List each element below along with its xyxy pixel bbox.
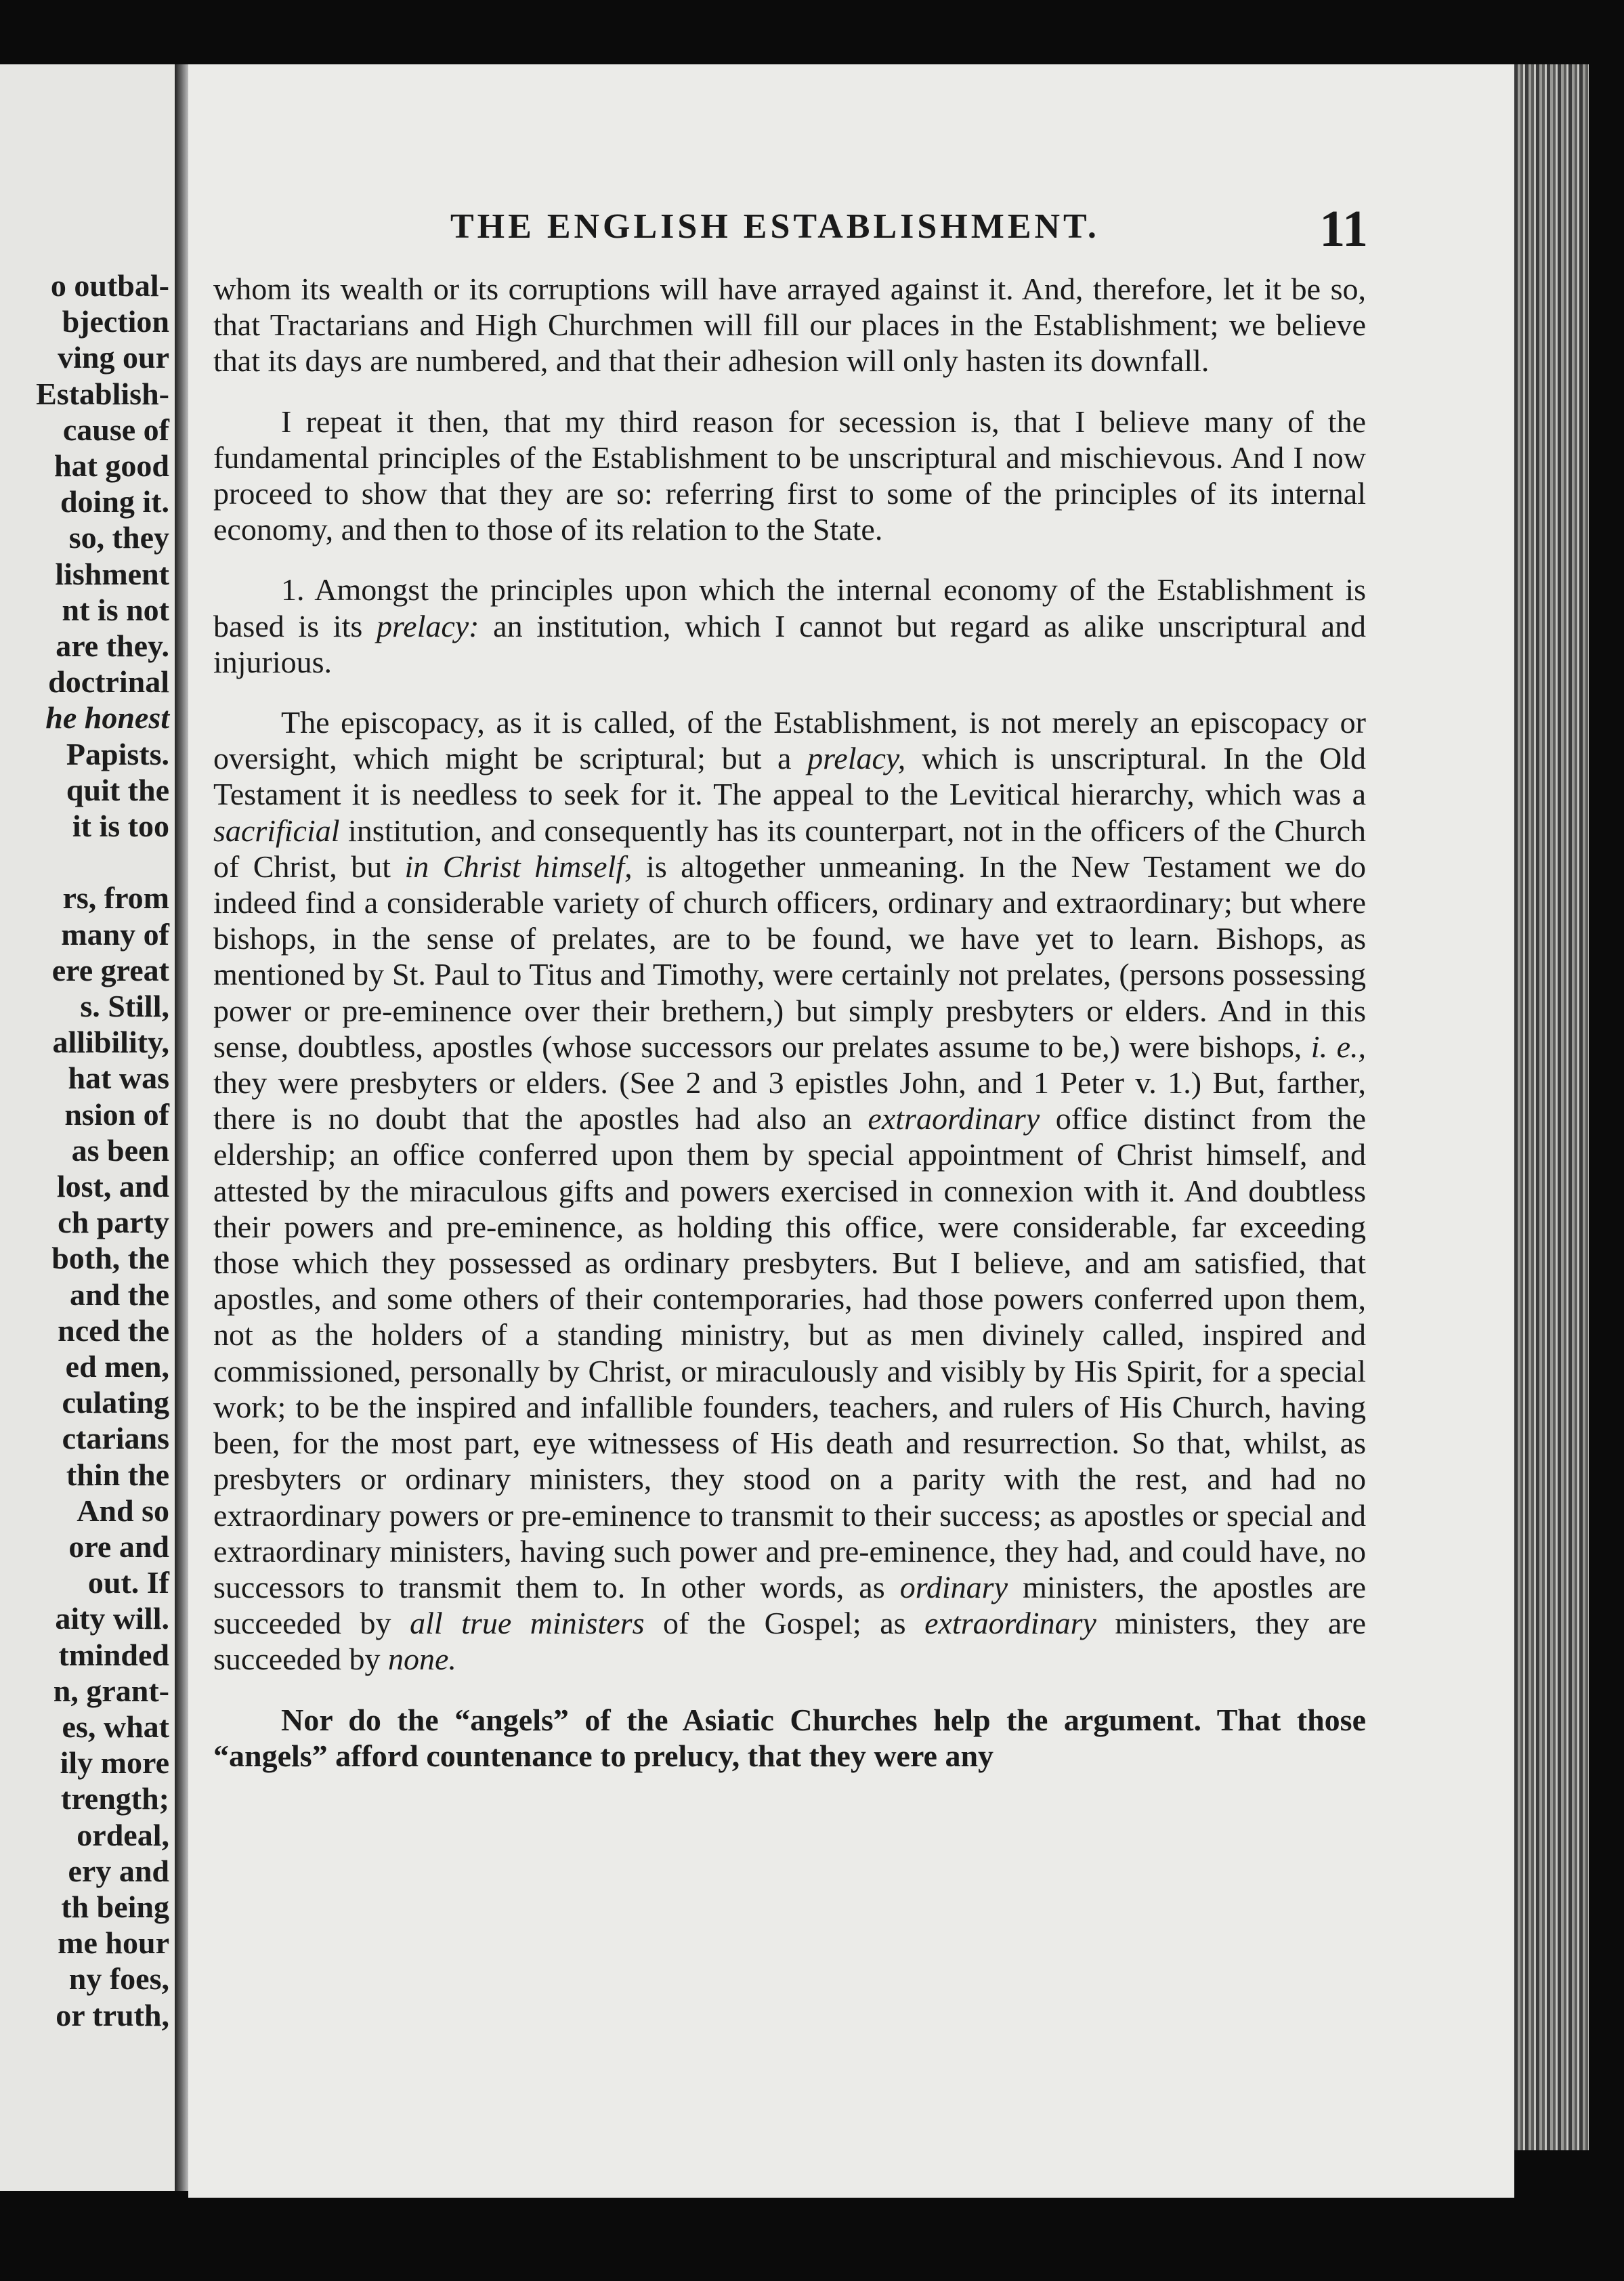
left-page-line: trength; bbox=[60, 1781, 169, 1816]
left-page-line: nsion of bbox=[64, 1096, 169, 1132]
page-edges bbox=[1514, 64, 1589, 2150]
paragraph bbox=[213, 404, 1366, 548]
left-page-line: s. Still, bbox=[80, 989, 169, 1023]
left-page-line: Establish- bbox=[36, 376, 169, 411]
italic-text: extraordinary bbox=[924, 1606, 1096, 1641]
italic-text: extraordinary bbox=[868, 1101, 1040, 1136]
left-page-line: it is too bbox=[72, 809, 169, 843]
paragraph bbox=[213, 572, 1366, 680]
left-page-line: ore and bbox=[68, 1529, 169, 1564]
text-run: whom its wealth or its corruptions will have arrayed against it. And, therefore, let it be so, that Tractarians and High Churchmen will fill our places in the Establishment; we believe that its days are numbered, and that their adhesion will only hasten its downfall. bbox=[213, 272, 1366, 379]
left-page-line: o outbal- bbox=[50, 268, 169, 303]
left-page-line: cause of bbox=[62, 412, 169, 447]
left-page-line: allibility, bbox=[52, 1025, 169, 1060]
page-header bbox=[247, 200, 1368, 261]
left-page-line: ch party bbox=[58, 1205, 169, 1240]
left-page-line: thin the bbox=[66, 1457, 169, 1492]
text-run: The episcopacy, as it is called, of the Establishment, is not merely an episcopacy or oversight, which might be scriptural; but a bbox=[213, 705, 1366, 776]
left-page-line: ving our bbox=[58, 340, 169, 375]
italic-text: prelacy, bbox=[807, 741, 906, 776]
left-page-line: ily more bbox=[60, 1745, 169, 1781]
italic-text: prelacy: bbox=[376, 608, 479, 643]
left-page-line: ed men, bbox=[65, 1349, 169, 1384]
left-page-line: and the bbox=[70, 1277, 169, 1312]
left-page-line: are they. bbox=[56, 628, 169, 663]
left-page-line: doing it. bbox=[60, 484, 169, 519]
left-page-line: ordeal, bbox=[77, 1817, 169, 1852]
left-page-line: aity will. bbox=[55, 1601, 169, 1636]
left-page-line: bjection bbox=[62, 304, 169, 339]
left-page-line: lost, and bbox=[56, 1169, 169, 1203]
paragraph bbox=[213, 271, 1366, 379]
left-page-line: quit the bbox=[66, 772, 169, 807]
left-page-line: both, the bbox=[51, 1241, 169, 1276]
italic-text: i. e., bbox=[1310, 1029, 1366, 1064]
italic-text: sacrificial bbox=[213, 813, 340, 848]
text-run: an institution, which I cannot but regard as alike unscriptural and injurious. bbox=[213, 608, 1366, 679]
text-run: which is unscriptural. In the Old Testament it is needless to seek for it. The appeal to the Levitical hierarchy, which was a bbox=[213, 741, 1367, 812]
left-page-line: as been bbox=[71, 1132, 169, 1168]
left-page-line: culating bbox=[62, 1385, 169, 1420]
left-page-line: ctarians bbox=[62, 1421, 169, 1456]
left-page-line: rs, from bbox=[62, 880, 169, 916]
text-run: institution, and consequently has its counterpart, not in the officers of the Church of Christ, but bbox=[213, 813, 1366, 884]
running-head: THE ENGLISH ESTABLISHMENT. bbox=[450, 207, 1100, 246]
paragraph bbox=[213, 1702, 1366, 1774]
left-page-line: es, what bbox=[62, 1709, 169, 1744]
left-page-line: hat good bbox=[54, 448, 169, 483]
left-page-line: he honest bbox=[45, 700, 169, 736]
text-run: ministers, the apostles are succeeded by bbox=[213, 1569, 1366, 1641]
left-page-line: nced the bbox=[58, 1313, 169, 1348]
italic-text: none. bbox=[388, 1642, 456, 1677]
text-run: is altogether unmeaning. In the New Testament we do indeed find a considerable variety of church officers, ordinary and extraordinary; but where bishops, in the sense of prelates, are to be found, we have yet to learn. Bishops, as mentioned by St. Paul to Titus and Timothy, were certainly not prelates, (persons possessing power or pre-eminence over their brethern,) but simply presbyters or elders. And in this sense, doubtless, apostles (whose successors our prelates assume to be,) were bishops, bbox=[213, 849, 1367, 1064]
text-run: of the Gospel; as bbox=[644, 1606, 925, 1641]
left-page-line: hat was bbox=[68, 1061, 169, 1096]
italic-text: all true ministers bbox=[410, 1606, 645, 1641]
left-page-line: th being bbox=[61, 1890, 169, 1924]
left-page-line: tminded bbox=[58, 1637, 169, 1672]
left-page-line: ere great bbox=[51, 952, 169, 987]
body-text bbox=[213, 271, 1366, 1798]
book-gutter bbox=[175, 64, 188, 2191]
text-run: ministers, they are succeeded by bbox=[213, 1606, 1366, 1677]
left-page-line: out. If bbox=[87, 1565, 169, 1600]
left-page-line: or truth, bbox=[56, 1997, 169, 2032]
left-page-line: n, grant- bbox=[53, 1673, 169, 1708]
text-run: I repeat it then, that my third reason for secession is, that I believe many of the fundamental principles of the Establishment to be unscriptural and mischievous. And I now proceed to show that they are so: referring first to some of the principles of its internal economy, and then to those of its relation to the State. bbox=[213, 404, 1366, 547]
italic-text: ordinary bbox=[899, 1569, 1008, 1604]
left-page-line: many of bbox=[61, 916, 169, 952]
left-page-line: ny foes, bbox=[68, 1961, 169, 1997]
italic-text: in Christ himself, bbox=[404, 849, 633, 884]
left-page-line: lishment bbox=[55, 556, 169, 591]
left-page-line: so, they bbox=[68, 520, 169, 555]
left-page-line: me hour bbox=[58, 1925, 169, 1961]
left-page-line: nt is not bbox=[62, 592, 169, 627]
text-run: they were presbyters or elders. (See 2 and 3 epistles John, and 1 Peter v. 1.) But, farther, there is no doubt that the apostles had also an bbox=[213, 1065, 1366, 1136]
left-page-line: Papists. bbox=[66, 736, 169, 771]
left-page-line: doctrinal bbox=[48, 664, 169, 700]
text-run: office distinct from the eldership; an office conferred upon them by special appointment of Christ himself, and attested by the miraculous gifts and powers exercised in connexion with it. And doubtless their powers and pre-eminence, as holding this office, were considerable, far exceeding those which they possessed as ordinary presbyters. But I believe, and am satisfied, that apostles, and some others of their contemporaries, had those powers conferred upon them, not as the holders of a standing ministry, but as men divinely called, inspired and commissioned, personally by Christ, or miraculously and visibly by His Spirit, for a special work; to be the inspired and infallible founders, teachers, and rulers of His Church, having been, for the most part, eye witnessess of His death and resurrection. So that, whilst, as presbyters or ordinary ministers, they stood on a parity with the rest, and had no extraordinary powers or pre-eminence to transmit to their success; as apostles or special and extraordinary ministers, having such power and pre-eminence, they had, and could have, no successors to transmit them to. In other words, as bbox=[213, 1101, 1366, 1604]
text-run: 1. Amongst the principles upon which the internal economy of the Establishment is based is its bbox=[213, 572, 1366, 643]
left-page-line: ery and bbox=[68, 1853, 169, 1888]
paragraph bbox=[213, 704, 1366, 1677]
page-number: 11 bbox=[1319, 200, 1368, 257]
left-facing-page bbox=[0, 64, 179, 2191]
left-page-line: And so bbox=[77, 1493, 169, 1528]
text-run: Nor do the “angels” of the Asiatic Churches help the argument. That those “angels” afford countenance to prelucy, that they were any bbox=[213, 1702, 1366, 1773]
